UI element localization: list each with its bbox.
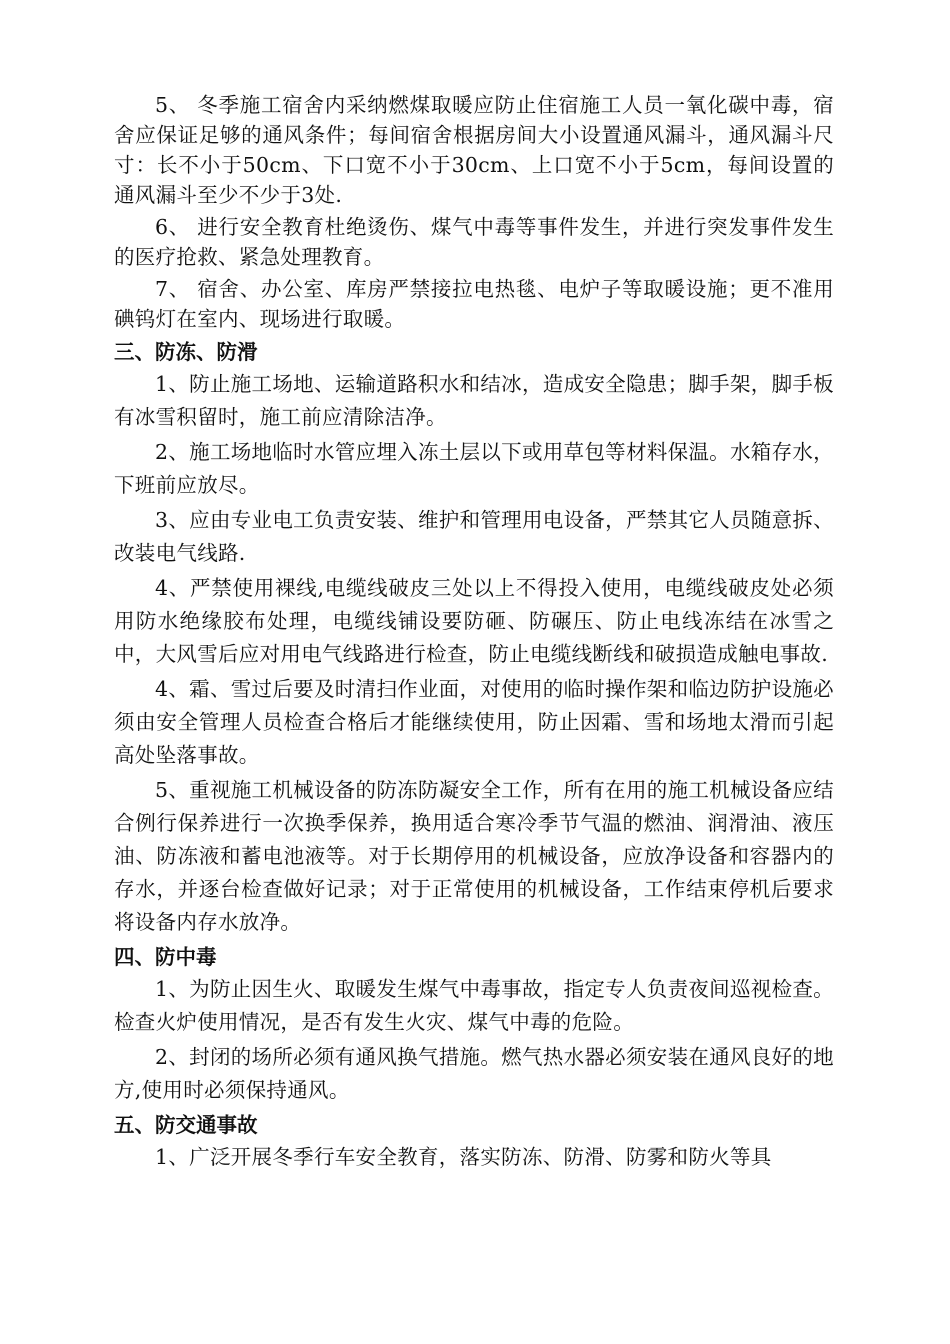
section-heading-anti-poisoning: 四、防中毒 (114, 945, 217, 969)
anti-poisoning-item-2: 2、封闭的场所必须有通风换气措施。燃气热水器必须安装在通风良好的地方,使用时必须保持通风。 (114, 1045, 834, 1102)
antifreeze-item-5: 5、重视施工机械设备的防冻防凝安全工作，所有在用的施工机械设备应结合例行保养进行一次换季保养，换用适合寒冷季节气温的燃油、润滑油、液压油、防冻液和蓄电池液等。对于长期停用的机械设备，应放净设备和容器内的存水，并逐台检查做好记录；对于正常使用的机械设备，工作结束停机后要求将设备内存水放净。 (114, 778, 834, 934)
paragraph-heating-prohibition: 7、 宿舍、办公室、库房严禁接拉电热毯、电炉子等取暖设施；更不准用碘钨灯在室内、现场进行取暖。 (114, 277, 834, 331)
traffic-item-1: 1、广泛开展冬季行车安全教育，落实防冻、防滑、防雾和防火等具 (155, 1145, 772, 1169)
paragraph-safety-education: 6、 进行安全教育杜绝烫伤、煤气中毒等事件发生，并进行突发事件发生的医疗抢救、紧急处理教育。 (114, 215, 834, 269)
paragraph-dorm-ventilation: 5、 冬季施工宿舍内采纳燃煤取暖应防止住宿施工人员一氧化碳中毒，宿舍应保证足够的通风条件；每间宿舍根据房间大小设置通风漏斗，通风漏斗尺寸：长不小于50cm、下口宽不小于30cm、上口宽不小于5cm，每间设置的通风漏斗至少不少于3处. (114, 93, 834, 207)
antifreeze-item-2: 2、施工场地临时水管应埋入冻土层以下或用草包等材料保温。水箱存水，下班前应放尽。 (114, 440, 834, 497)
antifreeze-item-1: 1、防止施工场地、运输道路积水和结冰，造成安全隐患；脚手架，脚手板有冰雪积留时，施工前应清除洁净。 (114, 372, 834, 429)
document-page (114, 90, 834, 1176)
anti-poisoning-item-1: 1、为防止因生火、取暖发生煤气中毒事故，指定专人负责夜间巡视检查。检查火炉使用情况，是否有发生火灾、煤气中毒的危险。 (114, 977, 834, 1034)
section-heading-traffic: 五、防交通事故 (114, 1113, 258, 1137)
antifreeze-item-4b: 4、霜、雪过后要及时清扫作业面，对使用的临时操作架和临边防护设施必须由安全管理人员检查合格后才能继续使用，防止因霜、雪和场地太滑而引起高处坠落事故。 (114, 677, 834, 767)
section-heading-antifreeze: 三、防冻、防滑 (114, 340, 258, 364)
antifreeze-item-4a: 4、严禁使用裸线,电缆线破皮三处以上不得投入使用，电缆线破皮处必须用防水绝缘胶布处理，电缆线铺设要防砸、防碾压、防止电线冻结在冰雪之中，大风雪后应对用电气线路进行检查，防止电缆线断线和破损造成触电事故. (114, 576, 834, 666)
antifreeze-item-3: 3、应由专业电工负责安装、维护和管理用电设备，严禁其它人员随意拆、改装电气线路. (114, 508, 834, 565)
